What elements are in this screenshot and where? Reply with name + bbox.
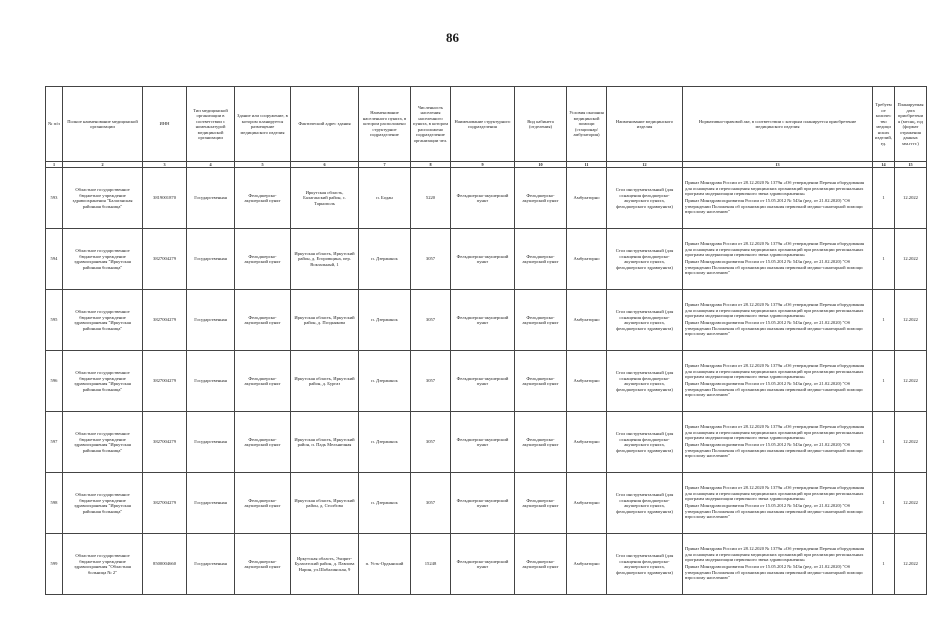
column-number: 7	[359, 162, 411, 168]
device-cell: Стол инструментальный (для оснащения фельдшерско-акушерского пункта, фельдшерского здравпункта)	[607, 534, 683, 595]
building-cell: Фельдшерско-акушерский пункт	[235, 168, 291, 229]
unit-cell: Фельдшерско-акушерский пункт	[451, 168, 515, 229]
header-cell: Наименование населенного пункта, в котором расположено структурное подразделение	[359, 87, 411, 162]
population-cell: 3057	[411, 412, 451, 473]
page-number: 86	[446, 30, 459, 45]
quantity-cell: 1	[873, 351, 895, 412]
table-row	[46, 351, 927, 412]
org-type-cell: Государственная	[187, 412, 235, 473]
cabinet-cell: Фельдшерско-акушерский пункт	[515, 229, 567, 290]
legal-act-cell	[683, 229, 873, 290]
organization-cell: Областное государственное бюджетное учреждение здравоохранения "Иркутская районная больница"	[63, 229, 143, 290]
column-number: 3	[143, 162, 187, 168]
row-number-cell: 594	[46, 229, 63, 290]
building-cell: Фельдшерско-акушерский пункт	[235, 534, 291, 595]
table-row	[46, 229, 927, 290]
device-cell: Стол инструментальный (для оснащения фельдшерско-акушерского пункта, фельдшерского здравпункта)	[607, 473, 683, 534]
legal-act-paragraph: Приказ Минздрава России от 28.12.2020 № 1379н «Об утверждении Перечня оборудования для оснащения и переоснащения медицинских организаций при реализации региональных программ модернизации первичного звена здравоохранения»	[685, 546, 865, 563]
device-cell: Стол инструментальный (для оснащения фельдшерско-акушерского пункта, фельдшерского здравпункта)	[607, 229, 683, 290]
purchase-date-cell: 12.2022	[895, 168, 927, 229]
inn-cell: 3827004279	[143, 229, 187, 290]
unit-cell: Фельдшерско-акушерский пункт	[451, 290, 515, 351]
settlement-cell: п. Дзержинск	[359, 290, 411, 351]
org-type-cell: Государственная	[187, 168, 235, 229]
organization-cell: Областное государственное бюджетное учреждение здравоохранения "Иркутская районная больница"	[63, 412, 143, 473]
header-cell: Тип медицинской организации в соответствии с номенклатурой медицинской организации	[187, 87, 235, 162]
conditions-cell: Амбулаторно	[567, 229, 607, 290]
legal-act-cell	[683, 351, 873, 412]
column-number: 6	[291, 162, 359, 168]
table-row	[46, 534, 927, 595]
device-cell: Стол инструментальный (для оснащения фельдшерско-акушерского пункта, фельдшерского здравпункта)	[607, 412, 683, 473]
column-number: 2	[63, 162, 143, 168]
quantity-cell: 1	[873, 412, 895, 473]
column-number: 13	[683, 162, 873, 168]
legal-act-paragraph: Приказ Минздравсоцразвития России от 15.05.2012 № 543н (ред. от 21.02.2020) "Об утверждении Положения об организации оказания первичной медико-санитарной помощи взрослому населению"	[685, 564, 863, 581]
cabinet-cell: Фельдшерско-акушерский пункт	[515, 473, 567, 534]
header-cell: Условия оказания медицинской помощи (стационар/амбулатория)	[567, 87, 607, 162]
legal-act-cell	[683, 290, 873, 351]
address-cell: Иркутская область, Эхирит-Булагатский район, д. Павлова Нарин, ул.Шабалинская, 9	[291, 534, 359, 595]
building-cell: Фельдшерско-акушерский пункт	[235, 229, 291, 290]
legal-act-paragraph: Приказ Минздравсоцразвития России от 15.05.2012 № 543н (ред. от 21.02.2020) "Об утверждении Положения об организации оказания первичной медико-санитарной помощи взрослому населению"	[685, 442, 863, 459]
purchase-date-cell: 12.2022	[895, 473, 927, 534]
header-cell: Планируемая дата приобретения (месяц, год (формат отражения данных мм.гггг.)	[895, 87, 927, 162]
legal-act-paragraph: Приказ Минздрава России от 28.12.2020 № 1379н «Об утверждении Перечня оборудования для оснащения и переоснащения медицинских организаций при реализации региональных программ модернизации первичного звена здравоохранения»	[685, 241, 865, 258]
row-number-cell: 598	[46, 473, 63, 534]
conditions-cell: Амбулаторно	[567, 412, 607, 473]
org-type-cell: Государственная	[187, 473, 235, 534]
column-number: 15	[895, 162, 927, 168]
unit-cell: Фельдшерско-акушерский пункт	[451, 229, 515, 290]
legal-act-paragraph: Приказ Минздрава России от 28.12.2020 № 1379н «Об утверждении Перечня оборудования для оснащения и переоснащения медицинских организаций при реализации региональных программ модернизации первичного звена здравоохранения»	[685, 485, 865, 502]
table-row	[46, 412, 927, 473]
row-number-cell: 597	[46, 412, 63, 473]
conditions-cell: Амбулаторно	[567, 473, 607, 534]
inn-cell: 8500004660	[143, 534, 187, 595]
building-cell: Фельдшерско-акушерский пункт	[235, 290, 291, 351]
header-cell: Фактический адрес здания	[291, 87, 359, 162]
legal-act-paragraph: Приказ Минздравсоцразвития России от 15.05.2012 № 543н (ред. от 21.02.2020) "Об утверждении Положения об организации оказания первичной медико-санитарной помощи взрослому населению"	[685, 259, 863, 276]
quantity-cell: 1	[873, 229, 895, 290]
column-number: 8	[411, 162, 451, 168]
org-type-cell: Государственная	[187, 534, 235, 595]
column-number: 11	[567, 162, 607, 168]
legal-act-paragraph: Приказ Минздравсоцразвития России от 15.05.2012 № 543н (ред. от 21.02.2020) "Об утверждении Положения об организации оказания первичной медико-санитарной помощи взрослому населению"	[685, 503, 863, 520]
header-cell: Вид кабинета (отделения)	[515, 87, 567, 162]
header-cell: Требуемое количество медицинских изделий, ед.	[873, 87, 895, 162]
inn-cell: 3827004279	[143, 351, 187, 412]
table-row	[46, 168, 927, 229]
quantity-cell: 1	[873, 168, 895, 229]
header-cell: № п/п	[46, 87, 63, 162]
purchase-date-cell: 12.2022	[895, 412, 927, 473]
device-cell: Стол инструментальный (для оснащения фельдшерско-акушерского пункта, фельдшерского здравпункта)	[607, 290, 683, 351]
row-number-cell: 593	[46, 168, 63, 229]
column-number: 9	[451, 162, 515, 168]
org-type-cell: Государственная	[187, 290, 235, 351]
conditions-cell: Амбулаторно	[567, 351, 607, 412]
cabinet-cell: Фельдшерско-акушерский пункт	[515, 351, 567, 412]
building-cell: Фельдшерско-акушерский пункт	[235, 473, 291, 534]
quantity-cell: 1	[873, 290, 895, 351]
table-row	[46, 473, 927, 534]
population-cell: 3057	[411, 473, 451, 534]
cabinet-cell: Фельдшерско-акушерский пункт	[515, 534, 567, 595]
table-row	[46, 290, 927, 351]
column-number: 12	[607, 162, 683, 168]
org-type-cell: Государственная	[187, 351, 235, 412]
legal-act-cell	[683, 473, 873, 534]
address-cell: Иркутская область, Иркутский район, д. Столбова	[291, 473, 359, 534]
legal-act-paragraph: Приказ Минздрава России от 28.12.2020 № 1379н «Об утверждении Перечня оборудования для оснащения и переоснащения медицинских организаций при реализации региональных программ модернизации первичного звена здравоохранения»	[685, 363, 865, 380]
unit-cell: Фельдшерско-акушерский пункт	[451, 473, 515, 534]
organization-cell: Областное государственное бюджетное учреждение здравоохранения "Балаганская районная больница"	[63, 168, 143, 229]
column-number: 5	[235, 162, 291, 168]
legal-act-cell	[683, 168, 873, 229]
population-cell: 15248	[411, 534, 451, 595]
header-cell: Наименование медицинского изделия	[607, 87, 683, 162]
legal-act-cell	[683, 412, 873, 473]
address-cell: Иркутская область, Иркутский район, д. Позднякова	[291, 290, 359, 351]
cabinet-cell: Фельдшерско-акушерский пункт	[515, 168, 567, 229]
legal-act-paragraph: Приказ Минздрава России от 28.12.2020 № 1379н «Об утверждении Перечня оборудования для оснащения и переоснащения медицинских организаций при реализации региональных программ модернизации первичного звена здравоохранения»	[685, 424, 865, 441]
inn-cell: 3827004279	[143, 473, 187, 534]
legal-act-cell	[683, 534, 873, 595]
population-cell: 3057	[411, 351, 451, 412]
purchase-date-cell: 12.2022	[895, 290, 927, 351]
inn-cell: 3827004279	[143, 412, 187, 473]
building-cell: Фельдшерско-акушерский пункт	[235, 351, 291, 412]
device-cell: Стол инструментальный (для оснащения фельдшерско-акушерского пункта, фельдшерского здравпункта)	[607, 168, 683, 229]
header-row	[46, 87, 927, 162]
header-cell: ИНН	[143, 87, 187, 162]
settlement-cell: п. Усть-Ордынский	[359, 534, 411, 595]
row-number-cell: 595	[46, 290, 63, 351]
purchase-date-cell: 12.2022	[895, 351, 927, 412]
purchase-date-cell: 12.2022	[895, 229, 927, 290]
column-number: 14	[873, 162, 895, 168]
row-number-cell: 599	[46, 534, 63, 595]
legal-act-paragraph: Приказ Минздравсоцразвития России от 15.05.2012 № 543н (ред. от 21.02.2020) "Об утверждении Положения об организации оказания первичной медико-санитарной помощи взрослому населению"	[685, 381, 863, 398]
legal-act-paragraph: Приказ Минздрава России от 28.12.2020 № 1379н «Об утверждении Перечня оборудования для оснащения и переоснащения медицинских организаций при реализации региональных программ модернизации первичного звена здравоохранения»	[685, 302, 865, 319]
purchase-date-cell: 12.2022	[895, 534, 927, 595]
population-cell: 5220	[411, 168, 451, 229]
header-cell: Наименование структурного подразделения	[451, 87, 515, 162]
population-cell: 3057	[411, 229, 451, 290]
settlement-cell: п. Дзержинск	[359, 351, 411, 412]
legal-act-paragraph: Приказ Минздрава России от 28.12.2020 № 1379н «Об утверждении Перечня оборудования для оснащения и переоснащения медицинских организаций при реализации региональных программ модернизации первичного звена здравоохранения»	[685, 180, 865, 197]
legal-act-paragraph: Приказ Минздравсоцразвития России от 15.05.2012 № 543н (ред. от 21.02.2020) "Об утверждении Положения об организации оказания первичной медико-санитарной помощи взрослому населению"	[685, 198, 863, 215]
population-cell: 3057	[411, 290, 451, 351]
conditions-cell: Амбулаторно	[567, 534, 607, 595]
cabinet-cell: Фельдшерско-акушерский пункт	[515, 290, 567, 351]
settlement-cell: п. Бодан	[359, 168, 411, 229]
settlement-cell: п. Дзержинск	[359, 229, 411, 290]
organization-cell: Областное государственное бюджетное учреждение здравоохранения "Областная больница № 2"	[63, 534, 143, 595]
device-cell: Стол инструментальный (для оснащения фельдшерско-акушерского пункта, фельдшерского здравпункта)	[607, 351, 683, 412]
address-cell: Иркутская область, Балаганский район, с. Тарнополь	[291, 168, 359, 229]
table-body	[46, 168, 927, 595]
legal-act-paragraph: Приказ Минздравсоцразвития России от 15.05.2012 № 543н (ред. от 21.02.2020) "Об утверждении Положения об организации оказания первичной медико-санитарной помощи взрослому населению"	[685, 320, 863, 337]
building-cell: Фельдшерско-акушерский пункт	[235, 412, 291, 473]
organization-cell: Областное государственное бюджетное учреждение здравоохранения "Иркутская районная больница"	[63, 290, 143, 351]
address-cell: Иркутская область, Иркутский район, п. Падь Мельничная	[291, 412, 359, 473]
unit-cell: Фельдшерско-акушерский пункт	[451, 412, 515, 473]
organization-cell: Областное государственное бюджетное учреждение здравоохранения "Иркутская районная больница"	[63, 473, 143, 534]
settlement-cell: п. Дзержинск	[359, 473, 411, 534]
header-cell: Здание или сооружение, в котором планируется размещение медицинского изделия	[235, 87, 291, 162]
org-type-cell: Государственная	[187, 229, 235, 290]
equipment-table	[45, 86, 927, 595]
row-number-cell: 596	[46, 351, 63, 412]
inn-cell: 3827004279	[143, 290, 187, 351]
header-cell: Полное наименование медицинской организации	[63, 87, 143, 162]
settlement-cell: п. Дзержинск	[359, 412, 411, 473]
header-cell: Нормативно-правовой акт, в соответствии с которым планируется приобретение медицинского изделия	[683, 87, 873, 162]
quantity-cell: 1	[873, 534, 895, 595]
organization-cell: Областное государственное бюджетное учреждение здравоохранения "Иркутская районная больница"	[63, 351, 143, 412]
header-cell: Численность населения населенного пункта, в котором расположено подразделение организации чел.	[411, 87, 451, 162]
cabinet-cell: Фельдшерско-акушерский пункт	[515, 412, 567, 473]
quantity-cell: 1	[873, 473, 895, 534]
column-number: 10	[515, 162, 567, 168]
address-cell: Иркутская область, Иркутский район, д. Егоровщина, пер. Вокзальный, 1	[291, 229, 359, 290]
column-number: 4	[187, 162, 235, 168]
unit-cell: Фельдшерско-акушерский пункт	[451, 534, 515, 595]
address-cell: Иркутская область, Иркутский район, д. Бургаз	[291, 351, 359, 412]
conditions-cell: Амбулаторно	[567, 168, 607, 229]
unit-cell: Фельдшерско-акушерский пункт	[451, 351, 515, 412]
column-number: 1	[46, 162, 63, 168]
conditions-cell: Амбулаторно	[567, 290, 607, 351]
inn-cell: 3819001870	[143, 168, 187, 229]
